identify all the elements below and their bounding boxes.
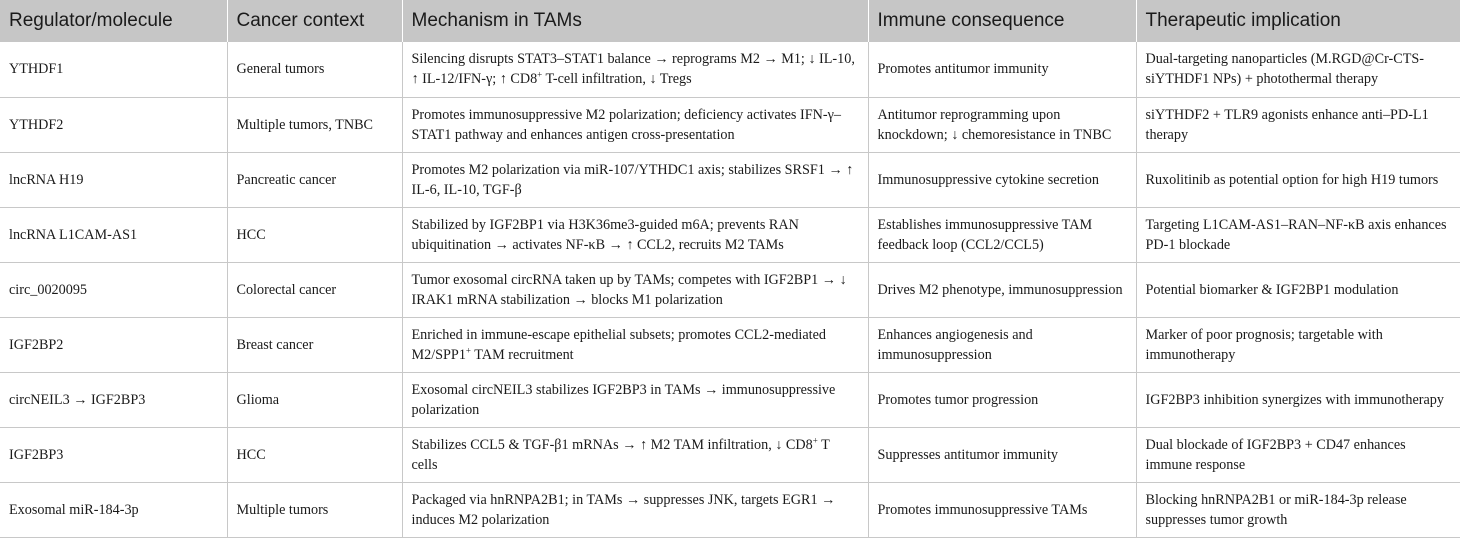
cell-regulator: Exosomal miR-184-3p [0, 482, 227, 537]
header-regulator: Regulator/molecule [0, 0, 227, 42]
cell-mechanism: Packaged via hnRNPA2B1; in TAMs → suppresses JNK, targets EGR1 → induces M2 polarization [402, 482, 868, 537]
mechanism-text: T-cell infiltration, ↓ Tregs [542, 71, 692, 88]
cell-context: Pancreatic cancer [227, 152, 402, 207]
superscript: + [537, 69, 543, 80]
cell-regulator: lncRNA L1CAM-AS1 [0, 207, 227, 262]
cell-implication: siYTHDF2 + TLR9 agonists enhance anti–PD-L1 therapy [1136, 97, 1460, 152]
cell-regulator: IGF2BP2 [0, 317, 227, 372]
cell-consequence: Promotes tumor progression [868, 372, 1136, 427]
cell-regulator: YTHDF2 [0, 97, 227, 152]
table-row [0, 97, 1460, 152]
table-row [0, 262, 1460, 317]
header-therapeutic-implication: Therapeutic implication [1145, 10, 1341, 31]
header-mechanism: Mechanism in TAMs [402, 0, 868, 42]
cell-context: Glioma [227, 372, 402, 427]
cell-implication: Dual-targeting nanoparticles (M.RGD@Cr-CTS-siYTHDF1 NPs) + photothermal therapy [1136, 42, 1460, 97]
cell-mechanism [402, 427, 868, 482]
mechanism-text: TAM recruitment [471, 346, 574, 363]
cell-context: Colorectal cancer [227, 262, 402, 317]
mechanism-text: Silencing disrupts STAT3–STAT1 balance → reprograms M2 → M1; ↓ IL-10, ↑ IL-12/IFN-γ; ↑ CD8 [411, 51, 855, 88]
cell-consequence: Promotes antitumor immunity [868, 42, 1136, 97]
cell-regulator: circNEIL3 → IGF2BP3 [0, 372, 227, 427]
cell-regulator: IGF2BP3 [0, 427, 227, 482]
table-row [0, 152, 1460, 207]
cell-context: Multiple tumors [227, 482, 402, 537]
table-row [0, 42, 1460, 97]
table-row [0, 372, 1460, 427]
cell-consequence: Establishes immunosuppressive TAM feedback loop (CCL2/CCL5) [868, 207, 1136, 262]
superscript: + [812, 434, 818, 445]
cell-mechanism [402, 317, 868, 372]
table-row [0, 207, 1460, 262]
mechanism-text: Stabilizes CCL5 & TGF-β1 mRNAs → ↑ M2 TAM infiltration, ↓ CD8 [411, 436, 813, 453]
cell-mechanism: Exosomal circNEIL3 stabilizes IGF2BP3 in TAMs → immunosuppressive polarization [402, 372, 868, 427]
cell-mechanism: Tumor exosomal circRNA taken up by TAMs; competes with IGF2BP1 → ↓ IRAK1 mRNA stabilization → blocks M1 polarization [402, 262, 868, 317]
header-cancer-context: Cancer context [227, 0, 402, 42]
header-immune-consequence: Immune consequence [868, 0, 1136, 42]
cell-implication: Dual blockade of IGF2BP3 + CD47 enhances immune response [1136, 427, 1460, 482]
header-row [0, 0, 1460, 42]
cell-implication: Targeting L1CAM-AS1–RAN–NF-κB axis enhances PD-1 blockade [1136, 207, 1460, 262]
cell-consequence: Promotes immunosuppressive TAMs [868, 482, 1136, 537]
superscript: + [465, 344, 471, 355]
cell-regulator: lncRNA H19 [0, 152, 227, 207]
cell-consequence: Antitumor reprogramming upon knockdown; ↓ chemoresistance in TNBC [868, 97, 1136, 152]
cell-regulator: YTHDF1 [0, 42, 227, 97]
cell-mechanism: Promotes M2 polarization via miR-107/YTHDC1 axis; stabilizes SRSF1 → ↑ IL-6, IL-10, TGF-β [402, 152, 868, 207]
cell-implication: Ruxolitinib as potential option for high H19 tumors [1136, 152, 1460, 207]
mechanism-text: Enriched in immune-escape epithelial subsets; promotes CCL2-mediated M2/SPP1 [411, 326, 826, 363]
table-row [0, 482, 1460, 537]
cell-implication: Blocking hnRNPA2B1 or miR-184-3p release suppresses tumor growth [1136, 482, 1460, 537]
table-row [0, 427, 1460, 482]
cell-context: HCC [227, 207, 402, 262]
cell-context: Multiple tumors, TNBC [227, 97, 402, 152]
cell-implication: Potential biomarker & IGF2BP1 modulation [1136, 262, 1460, 317]
cell-regulator: circ_0020095 [0, 262, 227, 317]
cell-consequence: Enhances angiogenesis and immunosuppression [868, 317, 1136, 372]
mechanism-text: T cells [411, 436, 830, 473]
cell-consequence: Drives M2 phenotype, immunosuppression [868, 262, 1136, 317]
cell-context: HCC [227, 427, 402, 482]
cell-implication: IGF2BP3 inhibition synergizes with immunotherapy [1136, 372, 1460, 427]
cell-mechanism: Promotes immunosuppressive M2 polarization; deficiency activates IFN-γ–STAT1 pathway and enhances antigen cross-presentation [402, 97, 868, 152]
cell-implication: Marker of poor prognosis; targetable with immunotherapy [1136, 317, 1460, 372]
cell-context: Breast cancer [227, 317, 402, 372]
cell-consequence: Immunosuppressive cytokine secretion [868, 152, 1136, 207]
table-row [0, 317, 1460, 372]
cell-context: General tumors [227, 42, 402, 97]
cell-mechanism [402, 42, 868, 97]
cell-consequence: Suppresses antitumor immunity [868, 427, 1136, 482]
cell-mechanism: Stabilized by IGF2BP1 via H3K36me3-guided m6A; prevents RAN ubiquitination → activates NF-κB → ↑ CCL2, recruits M2 TAMs [402, 207, 868, 262]
